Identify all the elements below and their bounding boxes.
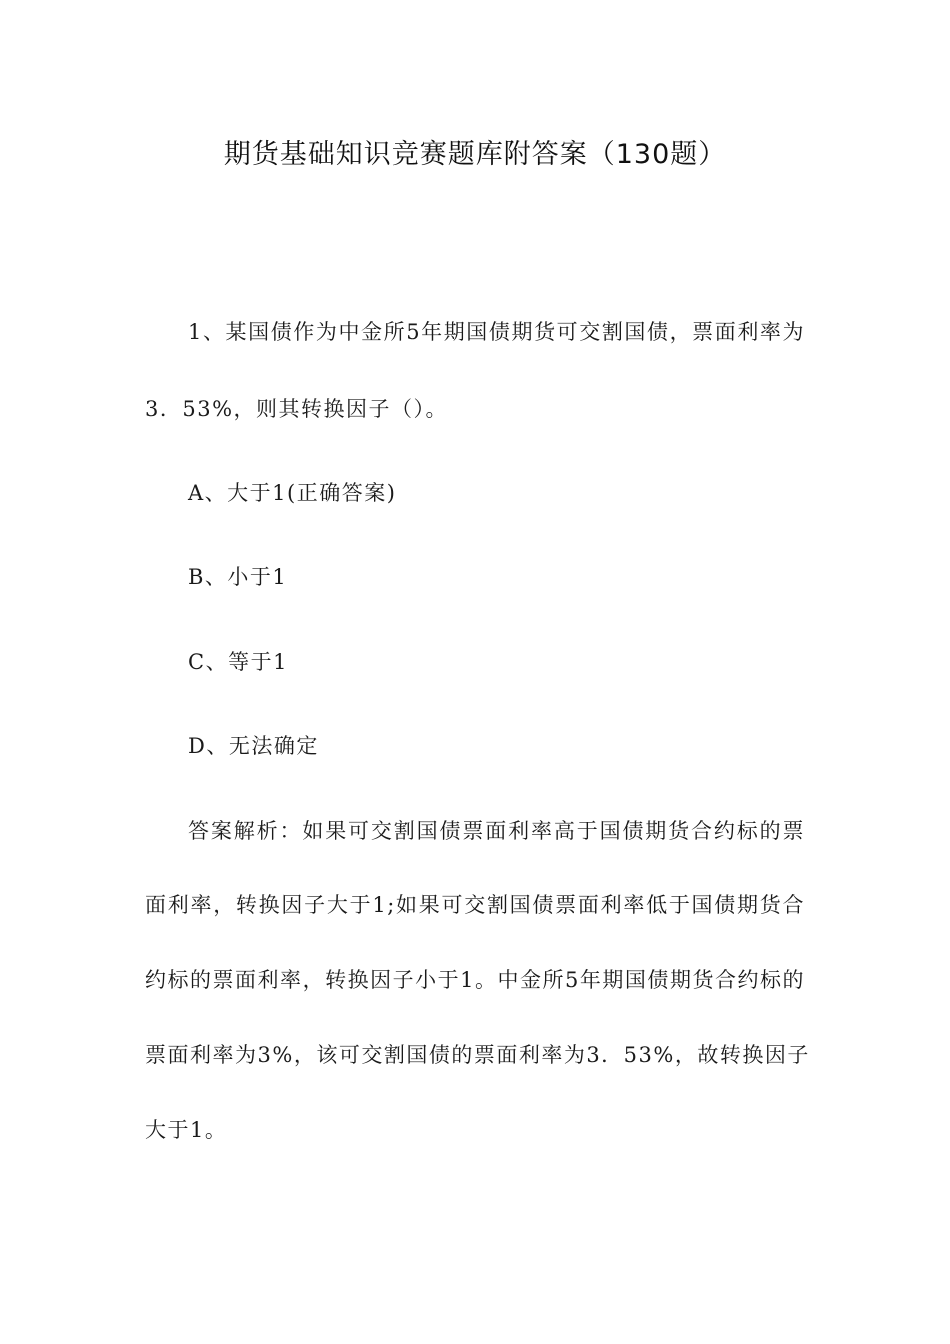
analysis-line-5: 大于1。 xyxy=(145,1118,228,1142)
option-d: D、无法确定 xyxy=(188,734,319,758)
analysis-line-2: 面利率，转换因子大于1;如果可交割国债票面利率低于国债期货合 xyxy=(145,893,805,917)
question-line-2: 3．53%，则其转换因子（）。 xyxy=(145,397,449,421)
analysis-line-1: 答案解析：如果可交割国债票面利率高于国债期货合约标的票 xyxy=(188,819,805,843)
analysis-line-4: 票面利率为3%，该可交割国债的票面利率为3．53%，故转换因子 xyxy=(145,1043,810,1067)
option-a: A、大于1(正确答案) xyxy=(188,481,397,505)
question-line-1: 1、某国债作为中金所5年期国债期货可交割国债，票面利率为 xyxy=(188,320,805,344)
option-c: C、等于1 xyxy=(188,650,288,674)
document-title: 期货基础知识竞赛题库附答案（130题） xyxy=(223,139,727,170)
analysis-line-3: 约标的票面利率，转换因子小于1。中金所5年期国债期货合约标的 xyxy=(145,968,805,992)
option-b: B、小于1 xyxy=(188,565,288,589)
